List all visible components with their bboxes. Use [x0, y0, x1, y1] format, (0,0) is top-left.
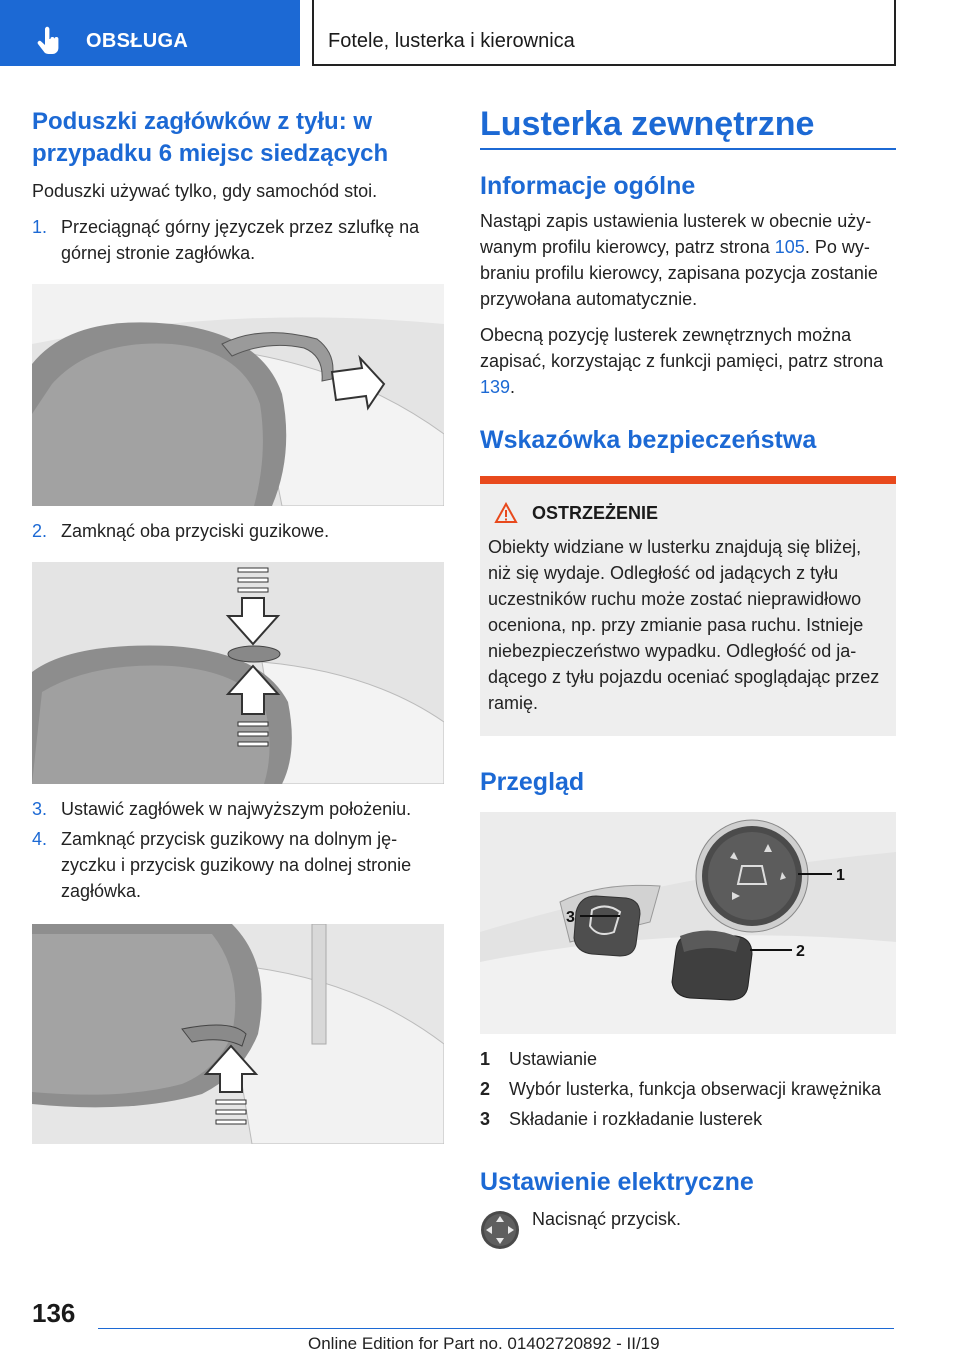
headrest-lower-button-illustration	[32, 924, 444, 1144]
rear-headrest-heading: Poduszki zagłówków z tyłu: w przypadku 6 miejsc siedzących	[32, 108, 389, 167]
warning-text: Obiekty widziane w lusterku znajdują się bliżej, niż się wydaje. Odległość od jadących z tyłu uczestników ruchu może zostać nieprawidłowo oceniona, np. przy zmianie pasa ruchu. Istnieje niebezpieczeństwo wypadku. Odległość od jadącego z tyłu pojazdu oceniać spoglądając przez ramię.	[488, 537, 880, 713]
edition-note: Online Edition for Part no. 01402720892 - II/19	[308, 1334, 660, 1353]
safety-heading: Wskazówka bezpieczeństwa	[480, 426, 817, 454]
step-text: Zamknąć przycisk guzikowy na dolnym języczku i przycisk guzikowy na dolnej stronie zagłówka.	[61, 829, 412, 901]
chapter-title: Fotele, lusterka i kierownica	[328, 30, 575, 52]
text-run: Nastąpi zapis ustawienia lusterek w obecnie używanym profilu kierowcy, patrz strona	[480, 211, 872, 257]
electric-instruction	[480, 1206, 896, 1250]
step-number: 1.	[32, 217, 48, 237]
warning-title-row	[488, 502, 886, 524]
electric-adjust-heading: Ustawienie elektryczne	[480, 1168, 754, 1196]
general-info-heading: Informacje ogólne	[480, 172, 696, 200]
exterior-mirrors-heading: Lusterka zewnętrzne	[480, 105, 815, 143]
mirror-controls-illustration	[480, 812, 896, 1034]
mirror-adjust-button-icon	[480, 1210, 520, 1250]
text-run: .	[510, 377, 516, 397]
page-header	[0, 0, 960, 66]
text-run: Obecną pozycję lusterek zewnętrznych można zapisać, korzystając z funkcji pamięci, patrz strona	[480, 325, 884, 371]
page-link-105[interactable]: 105	[774, 237, 805, 257]
chapter-box	[312, 0, 896, 66]
legend-number: 1	[480, 1049, 491, 1069]
step-number: 3.	[32, 799, 48, 819]
legend-text: Wybór lusterka, funkcja obserwacji krawężnika	[509, 1079, 881, 1099]
warning-title: OSTRZEŻENIE	[532, 502, 659, 523]
legend-item-1	[480, 1046, 896, 1072]
footer-rule	[98, 1328, 894, 1329]
step-4	[32, 826, 444, 904]
step-number: 4.	[32, 829, 48, 849]
step-text: Przeciągnąć górny języczek przez szlufkę na górnej stronie zagłówka.	[61, 217, 420, 263]
intro-text: Poduszki używać tylko, gdy samochód stoi.	[32, 181, 378, 201]
warning-box	[480, 476, 896, 736]
text-run: . Po wybraniu profilu kierowcy, zapisana pozycja zostanie przywołana automatycznie.	[480, 237, 878, 309]
right-column	[480, 104, 896, 1250]
callout-2: 2	[796, 943, 805, 960]
hand-pointer-icon	[34, 26, 64, 56]
page-link-139[interactable]: 139	[480, 377, 511, 397]
step-1	[32, 214, 444, 266]
legend-number: 2	[480, 1079, 491, 1099]
general-paragraph-1	[480, 208, 896, 312]
headrest-buttons-illustration	[32, 562, 444, 784]
heading-rule	[480, 148, 896, 150]
legend-item-3	[480, 1106, 896, 1132]
callout-3: 3	[566, 909, 575, 926]
legend-number: 3	[480, 1109, 491, 1129]
step-number: 2.	[32, 521, 48, 541]
legend-text: Ustawianie	[509, 1049, 598, 1069]
legend-item-2	[480, 1076, 896, 1102]
callout-1: 1	[836, 867, 845, 884]
headrest-strap-illustration	[32, 284, 444, 506]
page-number: 136	[32, 1298, 76, 1328]
warning-triangle-icon	[494, 502, 518, 524]
left-column	[32, 106, 444, 1144]
step-text: Ustawić zagłówek w najwyższym położeniu.	[61, 799, 412, 819]
step-text: Zamknąć oba przyciski guzikowe.	[61, 521, 330, 541]
overview-heading: Przegląd	[480, 768, 585, 796]
step-3	[32, 796, 444, 822]
section-tab[interactable]	[0, 0, 300, 66]
section-label: OBSŁUGA	[86, 30, 189, 52]
step-2	[32, 518, 444, 544]
general-paragraph-2	[480, 322, 896, 400]
legend-text: Składanie i rozkładanie lusterek	[509, 1109, 763, 1129]
electric-text: Nacisnąć przycisk.	[532, 1209, 682, 1229]
